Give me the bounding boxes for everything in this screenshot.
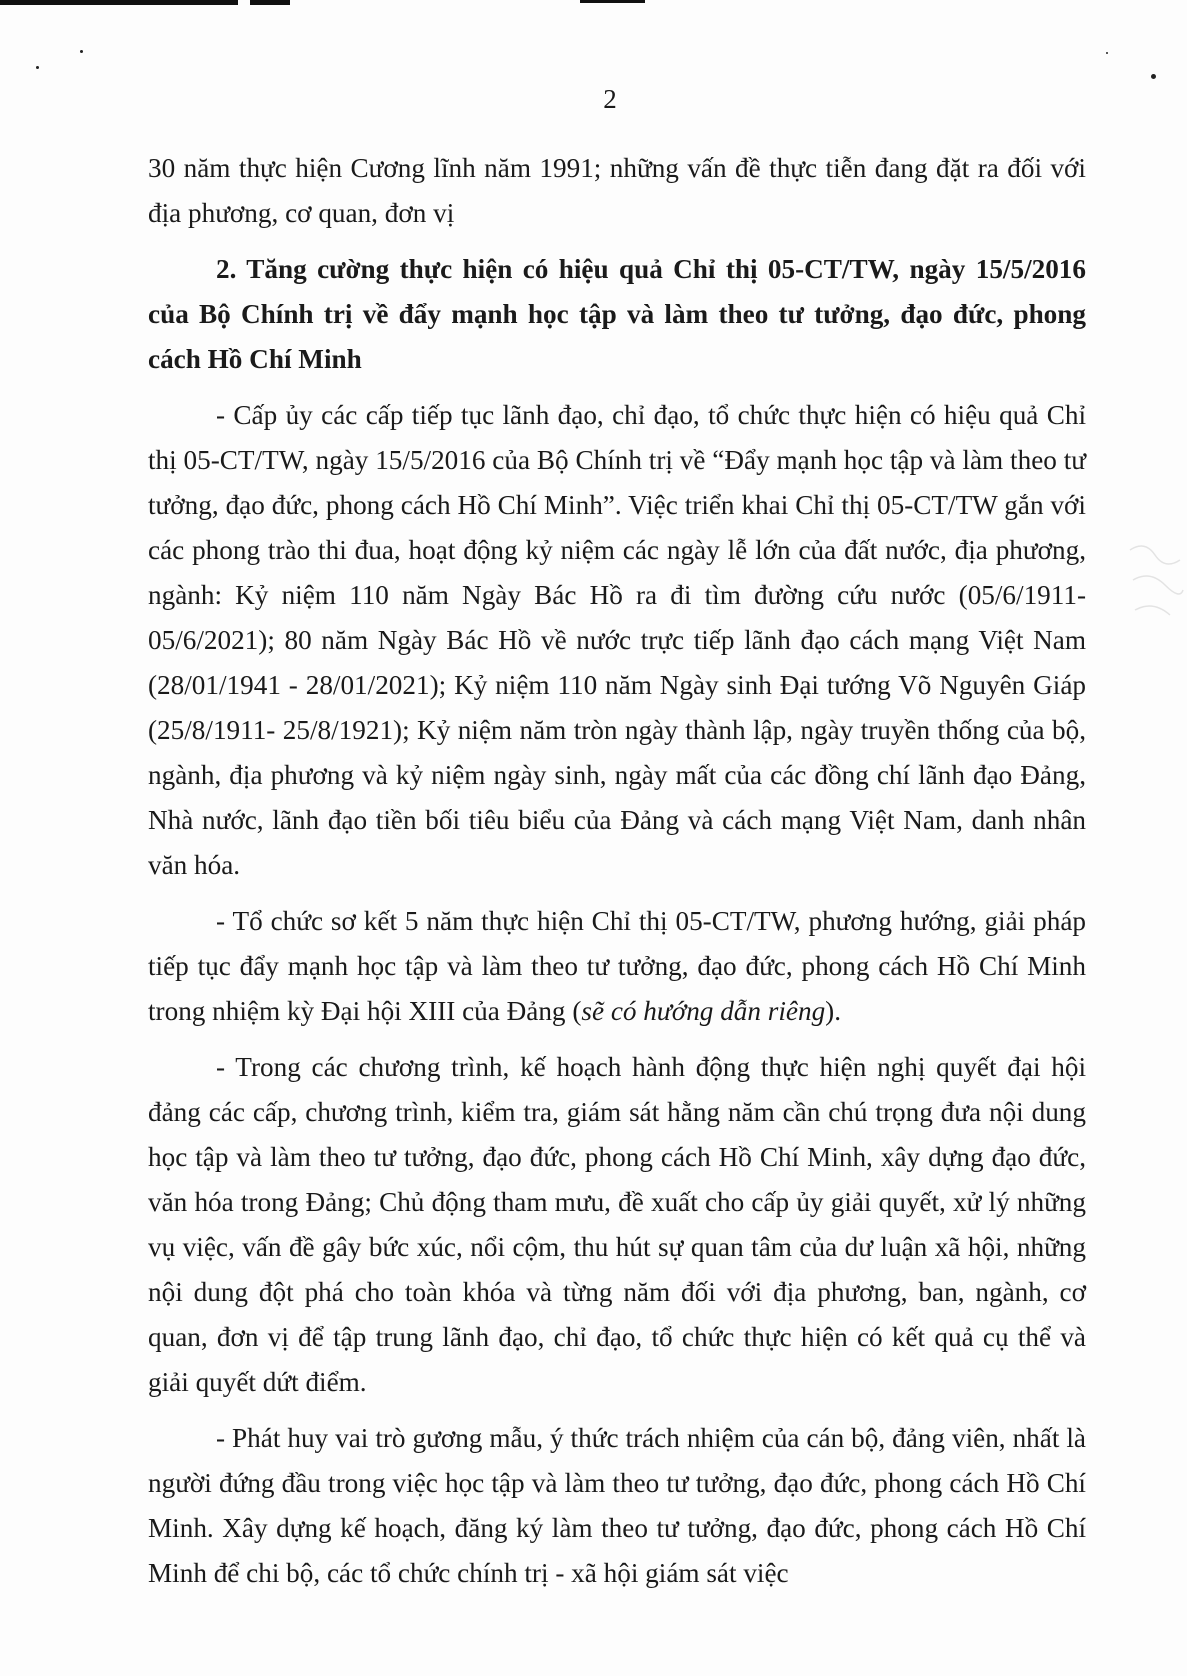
scan-edge-mark — [0, 0, 238, 5]
paragraph-bullet-4: - Phát huy vai trò gương mẫu, ý thức trách nhiệm của cán bộ, đảng viên, nhất là người đứng đầu trong việc học tập và làm theo tư tưởng, đạo đức, phong cách Hồ Chí Minh. Xây dựng kế hoạch, đăng ký làm theo tư tưởng, đạo đức, phong cách Hồ Chí Minh để chi bộ, các tổ chức chính trị - xã hội giám sát việc — [148, 1423, 1086, 1588]
page-number: 2 — [603, 84, 617, 114]
paragraph-bullet-2-italic: sẽ có hướng dẫn riêng — [581, 996, 826, 1026]
paragraph-bullet-2-tail: ). — [825, 996, 842, 1026]
scan-speck — [1151, 74, 1156, 79]
scan-edge-mark — [580, 0, 645, 3]
scan-speck — [80, 50, 83, 53]
paragraph-bullet-2 — [148, 899, 1086, 1034]
paragraph-bullet-2-text: - Tổ chức sơ kết 5 năm thực hiện Chỉ thị 05-CT/TW, phương hướng, giải pháp tiếp tục đẩy mạnh học tập và làm theo tư tưởng, đạo đức, phong cách Hồ Chí Minh trong nhiệm kỳ Đại hội XIII của Đảng ( — [148, 906, 1086, 1026]
document-body — [148, 146, 1086, 1596]
paragraph-bullet-3: - Trong các chương trình, kế hoạch hành động thực hiện nghị quyết đại hội đảng các cấp, chương trình, kiểm tra, giám sát hằng năm cần chú trọng đưa nội dung học tập và làm theo tư tưởng, đạo đức, phong cách Hồ Chí Minh, xây dựng đạo đức, văn hóa trong Đảng; Chủ động tham mưu, đề xuất cho cấp ủy giải quyết, xử lý những vụ việc, vấn đề gây bức xúc, nổi cộm, thu hút sự quan tâm của dư luận xã hội, những nội dung đột phá cho toàn khóa và từng năm đối với địa phương, ban, ngành, cơ quan, đơn vị để tập trung lãnh đạo, chỉ đạo, tổ chức thực hiện có kết quả cụ thể và giải quyết dứt điểm. — [148, 1052, 1086, 1397]
faint-handwriting-mark — [1125, 540, 1185, 650]
paragraph-bullet-1: - Cấp ủy các cấp tiếp tục lãnh đạo, chỉ đạo, tổ chức thực hiện có hiệu quả Chỉ thị 05-CT/TW, ngày 15/5/2016 của Bộ Chính trị về “Đẩy mạnh học tập và làm theo tư tưởng, đạo đức, phong cách Hồ Chí Minh”. Việc triển khai Chỉ thị 05-CT/TW gắn với các phong trào thi đua, hoạt động kỷ niệm các ngày lễ lớn của đất nước, địa phương, ngành: Kỷ niệm 110 năm Ngày Bác Hồ ra đi tìm đường cứu nước (05/6/1911- 05/6/2021); 80 năm Ngày Bác Hồ về nước trực tiếp lãnh đạo cách mạng Việt Nam (28/01/1941 - 28/01/2021); Kỷ niệm 110 năm Ngày sinh Đại tướng Võ Nguyên Giáp (25/8/1911- 25/8/1921); Kỷ niệm năm tròn ngày thành lập, ngày truyền thống của bộ, ngành, địa phương và kỷ niệm ngày sinh, ngày mất của các đồng chí lãnh đạo Đảng, Nhà nước, lãnh đạo tiền bối tiêu biểu của Đảng và cách mạng Việt Nam, danh nhân văn hóa. — [148, 400, 1086, 880]
scan-edge-mark — [250, 0, 290, 5]
paragraph-continuation: 30 năm thực hiện Cương lĩnh năm 1991; những vấn đề thực tiễn đang đặt ra đối với địa phương, cơ quan, đơn vị — [148, 153, 1086, 228]
scan-speck — [1106, 52, 1108, 54]
scan-speck — [36, 66, 39, 69]
section-heading-2: 2. Tăng cường thực hiện có hiệu quả Chỉ thị 05-CT/TW, ngày 15/5/2016 của Bộ Chính trị về đẩy mạnh học tập và làm theo tư tưởng, đạo đức, phong cách Hồ Chí Minh — [148, 254, 1086, 374]
